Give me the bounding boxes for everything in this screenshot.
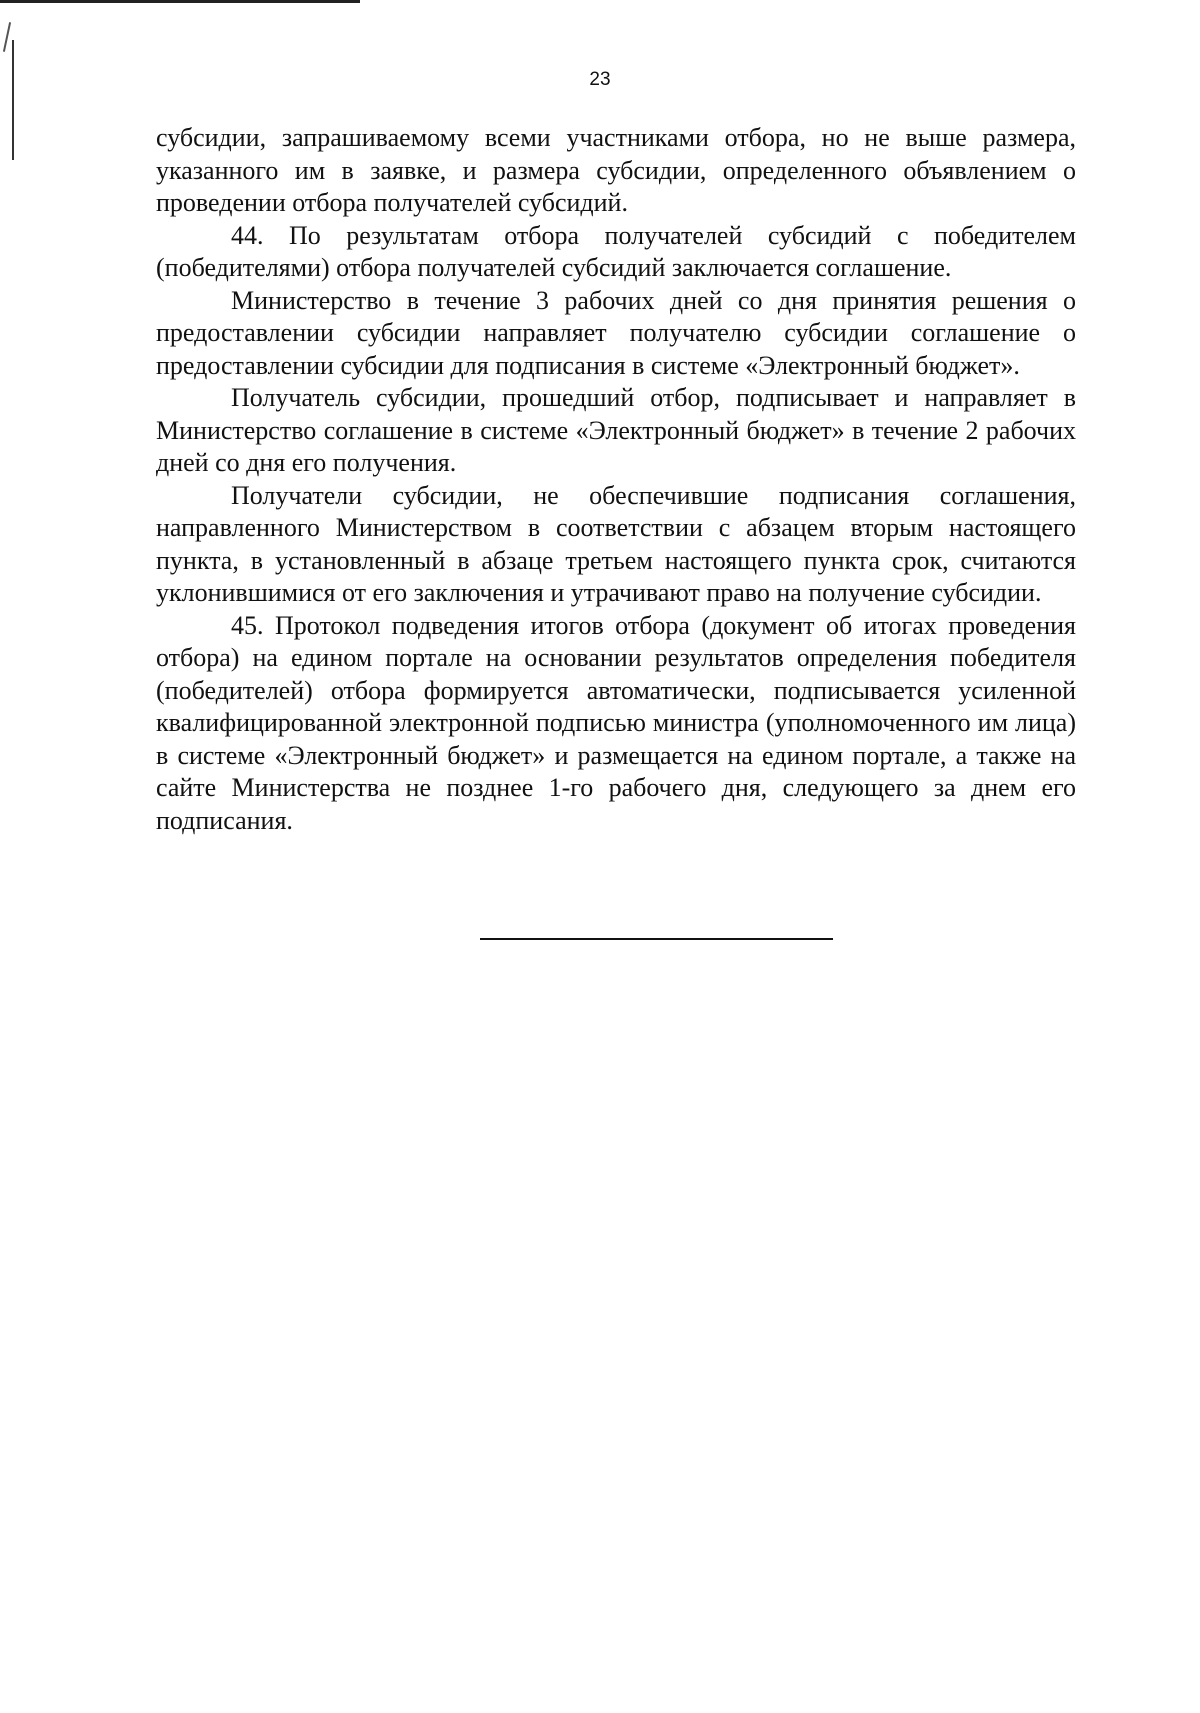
paragraph-clause-44: 44. По результатам отбора получателей субсидий с победителем (победителями) отбора получателей субсидий заключается соглашение.: [156, 220, 1076, 282]
scan-edge-line: [0, 0, 360, 3]
paragraph-continuation: субсидии, запрашиваемому всеми участниками отбора, но не выше размера, указанного им в заявке, и размера субсидии, определенного объявлением о проведении отбора получателей субсидий.: [156, 123, 1076, 217]
end-of-text-rule: [480, 938, 833, 940]
paragraph-evading-recipients: Получатели субсидии, не обеспечившие подписания соглашения, направленного Министерством в соответствии с абзацем вторым настоящего пункта, в установленный в абзаце третьем настоящего пункта срок, считаются уклонившимися от его заключения и утрачивают право на получение субсидии.: [156, 480, 1076, 607]
page-number: 23: [589, 69, 611, 90]
document-body: [156, 122, 1076, 837]
paragraph-clause-45: 45. Протокол подведения итогов отбора (документ об итогах проведения отбора) на едином портале на основании результатов определения победителя (победителей) отбора формируется автоматически, подписывается усиленной квалифицированной электронной подписью министра (уполномоченного им лица) в системе «Электронный бюджет» и размещается на едином портале, а также на сайте Министерства не позднее 1-го рабочего дня, следующего за днем его подписания.: [156, 610, 1076, 835]
scan-margin-mark: [0, 40, 14, 160]
paragraph-recipient-signs: Получатель субсидии, прошедший отбор, подписывает и направляет в Министерство соглашение в системе «Электронный бюджет» в течение 2 рабочих дней со дня его получения.: [156, 383, 1076, 477]
paragraph-ministry-sends-agreement: Министерство в течение 3 рабочих дней со дня принятия решения о предоставлении субсидии направляет получателю субсидии соглашение о предоставлении субсидии для подписания в системе «Электронный бюджет».: [156, 285, 1076, 380]
